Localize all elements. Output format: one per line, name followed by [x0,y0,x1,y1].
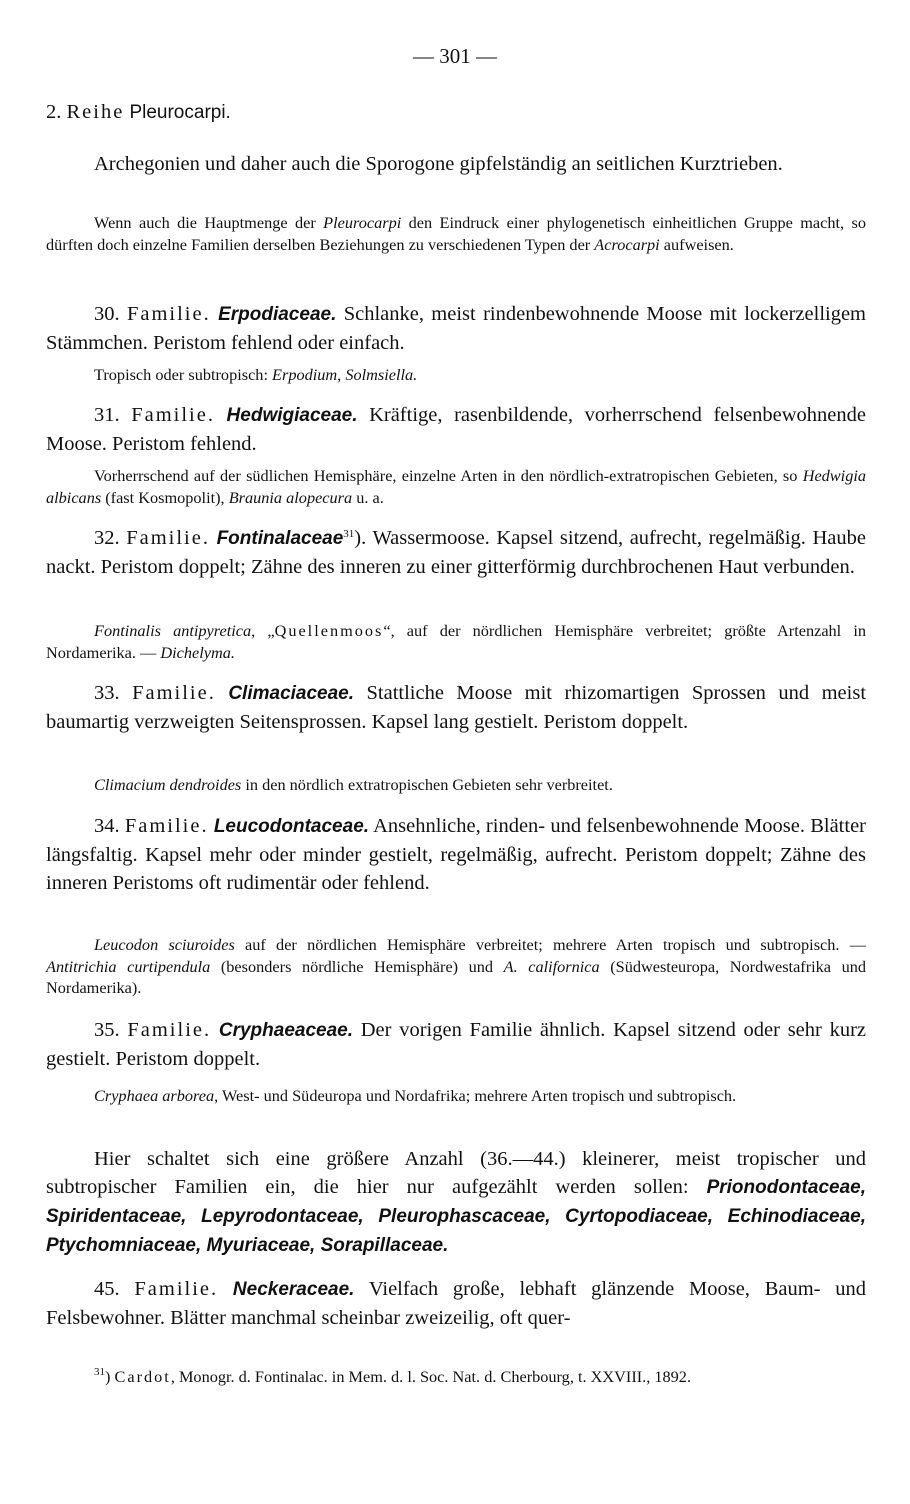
footnote-ref: 31 [343,528,355,540]
note-34: Leucodon sciuroides auf der nördlichen Hemisphäre verbreitet; mehrere Arten tropisch und subtropisch. — Antitrichia curtipendula (besonders nördliche Hemisphäre) und A. californica (Südwesteuropa, Nordwestafrika und Nordamerika). [46,935,867,997]
footnote: $^{31}$) Cardot, Monogr. d. Fontinalac. in Mem. d. l. Soc. Nat. d. Cherbourg, t. XXVIII., 1892. [94,1366,692,1386]
family-30: 30. Familie. Erpodiaceae. Schlanke, meist rindenbewohnende Moose mit lockerzelligem Stämmchen. Peristom fehlend oder einfach. [46,303,867,354]
family-31: 31. Familie. Hedwigiaceae. Kräftige, rasenbildende, vorherrschend felsenbewohnende Moose. Peristom fehlend. [46,404,866,455]
family-32: 32. Familie. Fontinalaceae$^{31}$). Wassermoose. Kapsel sitzend, aufrecht, regelmäßig. Haube nackt. Peristom doppelt; Zähne des inneren zu einer gitterförmig durchbrochenen Haut verbunden. [46,527,866,578]
family-35: 35. Familie. Cryphaeaceae. Der vorigen Familie ähnlich. Kapsel sitzend oder sehr kurz gestielt. Peristom doppelt. [46,1019,867,1070]
note-35: Cryphaea arborea, West- und Südeuropa und Nordafrika; mehrere Arten tropisch und subtropisch. [94,1086,737,1105]
series-heading: 2. Reihe Pleurocarpi. [46,101,231,123]
families-36-44: Hier schaltet sich eine größere Anzahl (36.—44.) kleinerer, meist tropischer und subtropischer Familien ein, die hier nur aufgezählt werden sollen: Prionodontaceae, Spiridentaceae, Lepyrodontaceae, Pleurophascaceae, Cyrtopodiaceae, Echinodiaceae, Ptychomniaceae, Myuriaceae, Sorapillaceae. [46,1148,866,1256]
note-33: Climacium dendroides in den nördlich extratropischen Gebieten sehr verbreitet. [94,775,613,794]
family-33: 33. Familie. Climaciaceae. Stattliche Moose mit rhizomartigen Sprossen und meist baumartig verzweigten Seitensprossen. Kapsel lang gestielt. Peristom doppelt. [46,682,867,733]
note-30: Tropisch oder subtropisch: Erpodium, Solmsiella. [94,365,418,384]
note-31: Vorherrschend auf der südlichen Hemisphäre, einzelne Arten in den nördlich-extratropischen Gebieten, so Hedwigia albicans (fast Kosmopolit), Braunia alopecura u. a. [46,466,866,507]
family-34: 34. Familie. Leucodontaceae. Ansehnliche, rinden- und felsenbewohnende Moose. Blätter längsfaltig. Kapsel mehr oder minder gestielt, regelmäßig, aufrecht. Peristom doppelt; Zähne des inneren Peristoms oft rudimentär oder fehlend. [46,815,866,894]
intro-paragraph: Archegonien und daher auch die Sporogone gipfelständig an seitlichen Kurztrieben. [94,153,783,175]
family-45: 45. Familie. Neckeraceae. Vielfach große, lebhaft glänzende Moose, Baum- und Felsbewohner. Blätter manchmal scheinbar zweizeilig, oft quer- [46,1278,867,1329]
note-32: Fontinalis antipyretica, „Quellenmoos“, auf der nördlichen Hemisphäre verbreitet; größte Artenzahl in Nordamerika. — Dichelyma. [46,621,866,662]
intro-note: Wenn auch die Hauptmenge der Pleurocarpi den Eindruck einer phylogenetisch einheitlichen Gruppe macht, so dürften doch einzelne Familien derselben Beziehungen zu verschiedenen Typen der Acrocarpi aufweisen. [46,213,866,254]
page-number: — 301 — [413,44,497,68]
